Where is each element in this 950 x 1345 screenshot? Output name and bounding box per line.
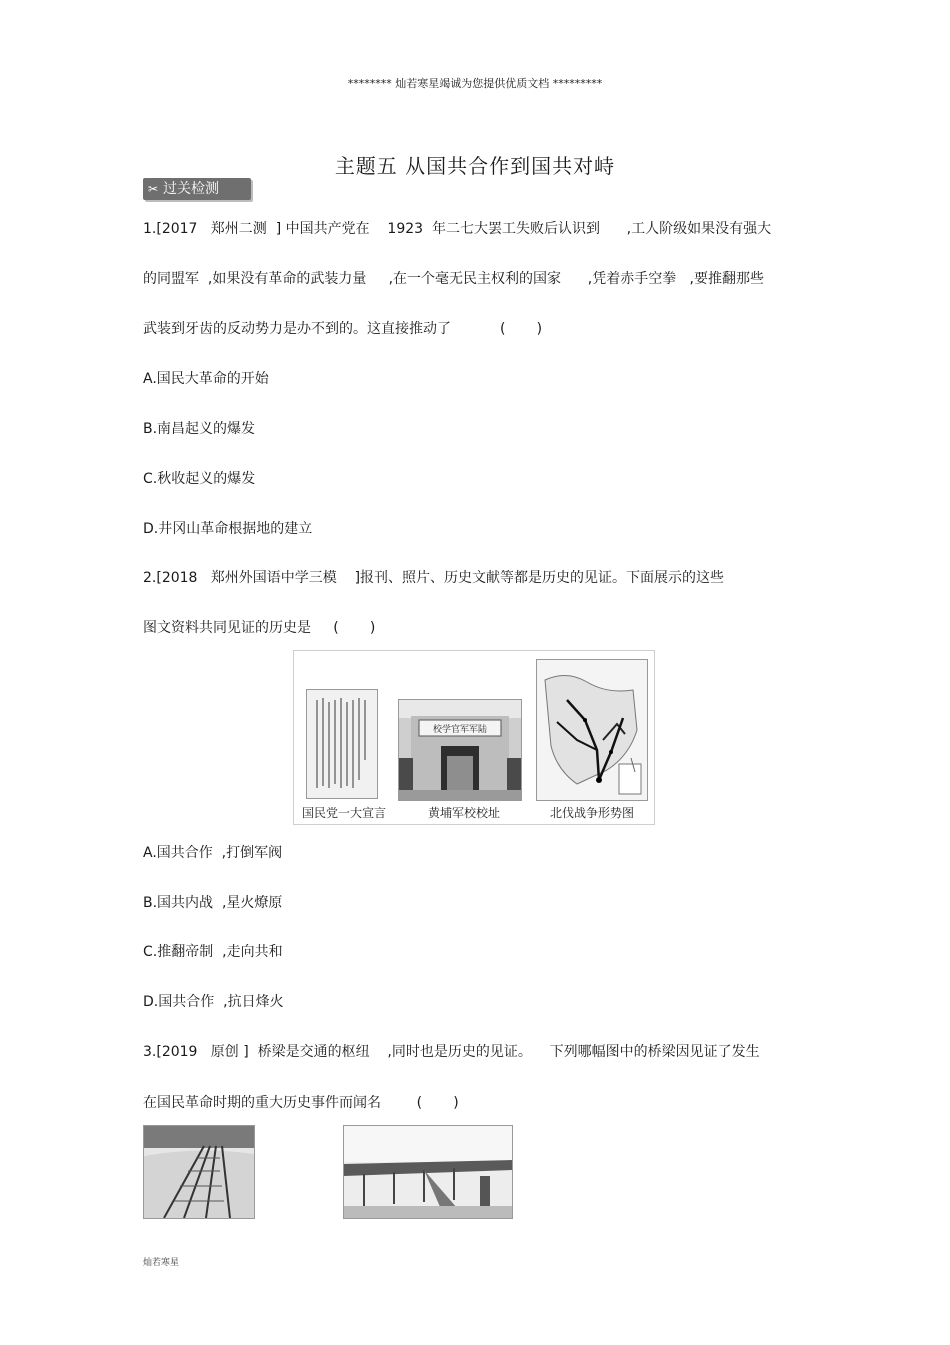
caption-whampoa: 黄埔军校校址 bbox=[428, 806, 501, 820]
question-3-line-2: 在国民革命时期的重大历史事件而闻名 ( ) bbox=[143, 1095, 459, 1111]
question-1-option-b: B.南昌起义的爆发 bbox=[143, 421, 256, 437]
question-2-figure bbox=[293, 650, 655, 825]
question-2-option-d: D.国共合作 ,抗日烽火 bbox=[143, 994, 284, 1010]
bridge-photo-1 bbox=[143, 1125, 255, 1219]
question-2-option-c: C.推翻帝制 ,走向共和 bbox=[143, 944, 283, 960]
section-badge bbox=[143, 178, 251, 200]
gate-sign-text: 校学官军军陆 bbox=[432, 725, 488, 735]
page-footer: 灿若寒星 bbox=[143, 1258, 180, 1268]
whampoa-gate-image bbox=[398, 699, 522, 801]
question-2-line-1: 2.[2018 郑州外国语中学三模 ]报刊、照片、历史文献等都是历史的见证。下面展示的这些 bbox=[143, 570, 725, 586]
page-title: 主题五 从国共合作到国共对峙 bbox=[334, 154, 616, 178]
question-3-line-1: 3.[2019 原创 ] 桥梁是交通的枢纽 ,同时也是历史的见证。 下列哪幅图中的桥梁因见证了发生 bbox=[143, 1044, 760, 1060]
question-1-line-1: 1.[2017 郑州二测 ] 中国共产党在 1923 年二七大罢工失败后认识到 ,工人阶级如果没有强大 bbox=[143, 221, 772, 237]
question-1-line-3: 武装到牙齿的反动势力是办不到的。这直接推动了 ( ) bbox=[143, 321, 543, 337]
caption-manifesto: 国民党一大宣言 bbox=[302, 806, 387, 820]
question-1-option-d: D.井冈山革命根据地的建立 bbox=[143, 521, 313, 537]
badge-label: 过关检测 bbox=[163, 181, 219, 197]
scissors-icon: ✂ bbox=[147, 182, 159, 196]
bridge-photo-2 bbox=[343, 1125, 513, 1219]
northern-expedition-map bbox=[536, 659, 648, 801]
question-2-option-b: B.国共内战 ,星火燎原 bbox=[143, 895, 283, 911]
question-2-option-a: A.国共合作 ,打倒军阀 bbox=[143, 845, 283, 861]
question-1-line-2: 的同盟军 ,如果没有革命的武装力量 ,在一个毫无民主权利的国家 ,凭着赤手空拳 ,要推翻那些 bbox=[143, 271, 765, 287]
question-1-option-a: A.国民大革命的开始 bbox=[143, 371, 269, 387]
question-1-option-c: C.秋收起义的爆发 bbox=[143, 471, 256, 487]
manifesto-image bbox=[306, 689, 378, 799]
page-header: ******** 灿若寒星竭诚为您提供优质文档 ********* bbox=[347, 77, 603, 90]
caption-map: 北伐战争形势图 bbox=[550, 806, 635, 820]
question-2-line-2: 图文资料共同见证的历史是 ( ) bbox=[143, 620, 376, 636]
